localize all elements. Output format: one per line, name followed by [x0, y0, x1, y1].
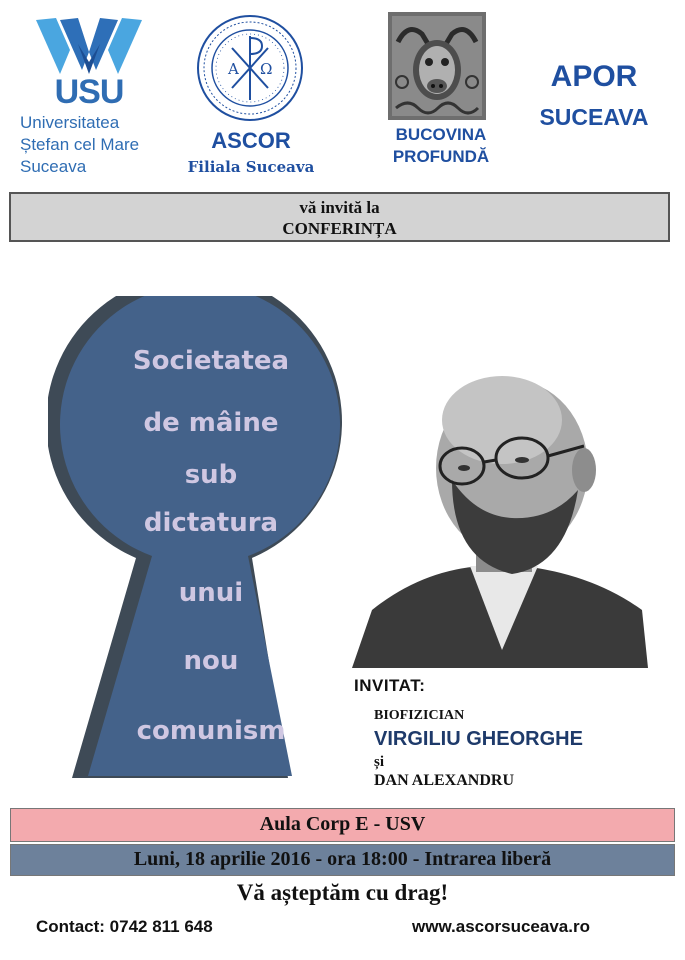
- guest-title: BIOFIZICIAN: [374, 708, 465, 723]
- apor-subtitle: SUCEAVA: [539, 104, 649, 130]
- alpha-letter: Α: [228, 60, 239, 78]
- keyhole-text-line: nou: [183, 646, 239, 676]
- keyhole-text-line: comunism: [136, 716, 286, 746]
- ascor-title: ASCOR: [211, 128, 291, 153]
- bucovina-title: [372, 124, 510, 168]
- keyhole-text-line: sub: [184, 460, 238, 490]
- apor-title: APOR: [550, 60, 638, 93]
- guest-label: INVITAT:: [354, 676, 426, 695]
- usv-name-line: Universitatea: [20, 113, 120, 132]
- guest-portrait: [352, 360, 648, 668]
- usv-logo-text: USU: [54, 73, 124, 111]
- invitation-banner: [9, 192, 670, 242]
- ascor-subtitle: Filiala Suceava: [187, 158, 315, 176]
- bull-head-carving-icon: [388, 12, 486, 120]
- bucovina-logo: [388, 12, 486, 120]
- keyhole-text-line: dictatura: [143, 508, 279, 538]
- website-link[interactable]: www.ascorsuceava.ro: [412, 917, 590, 936]
- usv-name: [20, 112, 190, 178]
- ascor-seal: [196, 14, 304, 122]
- guest-conjunction: și: [374, 754, 385, 770]
- keyhole-text-line: unui: [178, 578, 244, 608]
- event-location: Aula Corp E - USV: [10, 808, 675, 842]
- guest-name-secondary: DAN ALEXANDRU: [374, 772, 515, 789]
- event-datetime: Luni, 18 aprilie 2016 - ora 18:00 - Intrarea liberă: [10, 844, 675, 876]
- bucovina-line: BUCOVINA: [395, 125, 487, 144]
- chi-rho-seal-icon: [196, 14, 304, 122]
- contact-phone: Contact: 0742 811 648: [36, 917, 213, 936]
- usv-name-line: Suceava: [20, 157, 87, 176]
- welcome-message: Vă așteptăm cu drag!: [236, 880, 449, 905]
- bucovina-line: PROFUNDĂ: [392, 147, 490, 166]
- usv-name-line: Ștefan cel Mare: [20, 135, 140, 154]
- usv-logo: [34, 14, 144, 110]
- omega-letter: Ω: [260, 60, 273, 78]
- keyhole-text-line: de mâine: [143, 408, 279, 438]
- keyhole-text-line: Societatea: [132, 346, 290, 376]
- invitation-line: vă invită la: [299, 198, 380, 217]
- portrait-photo: [352, 360, 648, 668]
- conference-label: CONFERINȚA: [282, 219, 397, 238]
- guest-name-primary: VIRGILIU GHEORGHE: [374, 728, 583, 750]
